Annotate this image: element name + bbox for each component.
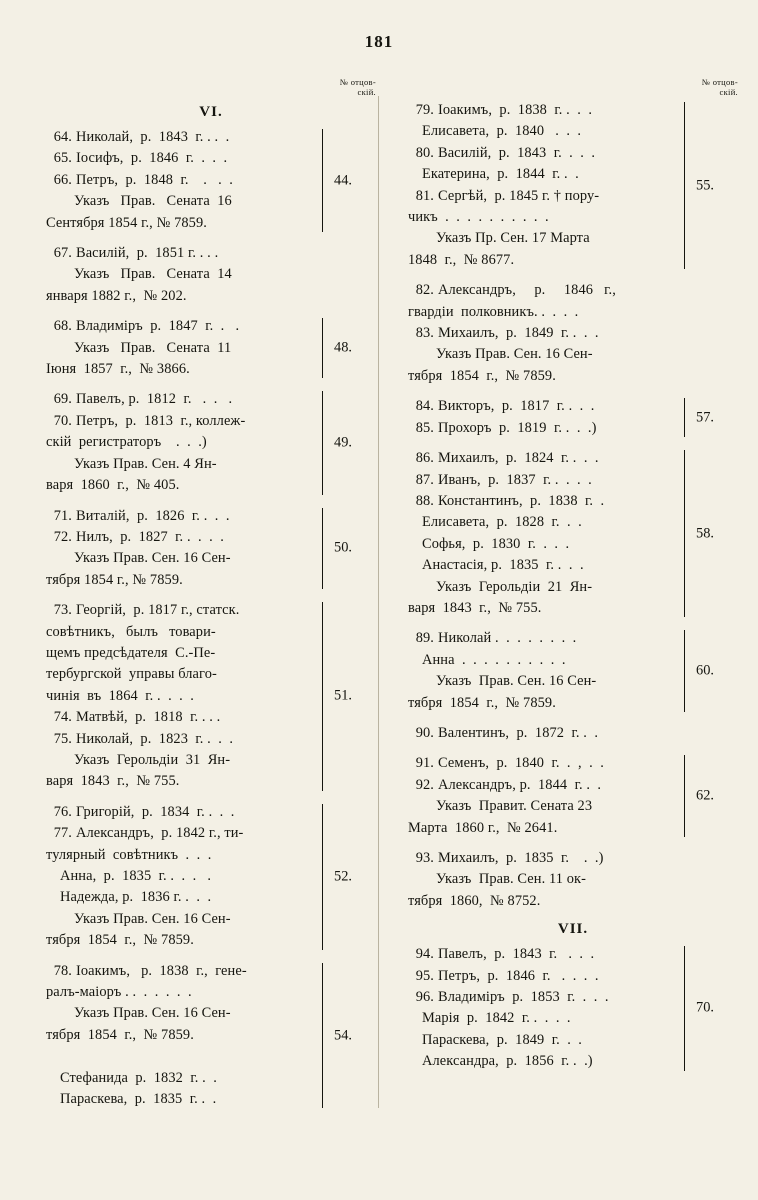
entry-group — [46, 389, 376, 496]
entry-text: щемъ предсѣдателя С.-Пе- — [46, 644, 216, 661]
numbered-entry — [46, 600, 318, 621]
entry-text: Николай . . . . . . . . — [438, 630, 577, 647]
entry-continuation — [46, 338, 318, 359]
entry-continuation — [46, 359, 318, 380]
entry-number: 93. — [415, 850, 434, 866]
entry-continuation — [46, 930, 318, 951]
entry-text: варя 1860 г., № 405. — [46, 477, 180, 494]
entry-text: Елисавета, р. 1840 . . . — [422, 123, 582, 140]
entry-text: тября 1854 г., № 7859. — [408, 367, 556, 384]
numbered-entry — [408, 470, 680, 491]
numbered-entry — [408, 396, 680, 417]
entry-lines — [408, 100, 680, 271]
numbered-entry — [408, 491, 680, 512]
entry-continuation — [408, 250, 680, 271]
brace-line — [684, 755, 692, 837]
entry-text: Анна, р. 1835 г. . . . . — [60, 868, 212, 884]
entry-lines — [46, 389, 318, 496]
numbered-entry — [46, 127, 318, 148]
entry-text: Указъ Герольдіи 31 Ян- — [74, 751, 231, 768]
entry-text: 1848 г., № 8677. — [408, 251, 515, 268]
entry-continuation — [408, 1008, 680, 1029]
entry-number: 83. — [415, 325, 434, 342]
entry-continuation — [408, 1030, 680, 1051]
entry-continuation — [408, 121, 680, 142]
father-reference-number: 54. — [334, 1027, 352, 1044]
group-brace — [684, 944, 738, 1072]
numbered-entry — [408, 723, 680, 744]
entry-continuation — [46, 1068, 318, 1089]
entry-number: 72. — [53, 528, 72, 545]
entry-continuation — [46, 1025, 318, 1046]
entry-text: Сергѣй, р. 1845 г. † пору- — [438, 187, 600, 204]
numbered-entry — [46, 729, 318, 750]
entry-group — [46, 506, 376, 592]
entry-continuation — [408, 302, 680, 323]
entry-text: Михаилъ, р. 1824 г. . . . — [438, 450, 599, 467]
entry-number: 96. — [415, 989, 434, 1006]
entry-group — [46, 802, 376, 952]
entry-number: 78. — [53, 962, 72, 979]
entry-number: 80. — [415, 144, 434, 161]
entry-text: Указъ Пр. Сен. 17 Марта — [436, 230, 590, 247]
entry-text: тербургской управы благо- — [46, 666, 217, 683]
entry-text: Валентинъ, р. 1872 г. . . — [438, 724, 599, 741]
entry-text: Указъ Прав. Сен. 16 Сен- — [436, 673, 597, 690]
numbered-entry — [408, 987, 680, 1008]
entry-text: Нилъ, р. 1827 г. . . . . — [76, 528, 224, 545]
entry-text: Іюня 1857 г., № 3866. — [46, 361, 190, 378]
entry-lines — [46, 802, 318, 952]
entry-text: Викторъ, р. 1817 г. . . . — [438, 398, 595, 415]
entry-text: Анастасія, р. 1835 г. . . . — [422, 557, 584, 574]
entry-continuation — [46, 1046, 318, 1067]
father-reference-number: 44. — [334, 172, 352, 189]
entry-text: января 1882 г., № 202. — [46, 287, 187, 304]
entry-group — [46, 316, 376, 380]
entry-number: 89. — [415, 630, 434, 647]
entry-text: тября 1854 г., № 7859. — [46, 932, 194, 949]
entry-continuation — [46, 866, 318, 887]
entry-group — [408, 628, 738, 714]
entry-text: Елисавета, р. 1828 г. . . — [422, 514, 582, 531]
numbered-entry — [46, 802, 318, 823]
entry-continuation — [46, 887, 318, 908]
entry-lines — [46, 506, 318, 592]
entry-text: чинія въ 1864 г. . . . . — [46, 687, 194, 704]
entry-continuation — [408, 228, 680, 249]
entry-text: Константинъ, р. 1838 г. . — [438, 492, 605, 509]
entry-text: Іоакимъ, р. 1838 г., гене- — [76, 962, 247, 979]
father-reference-number: 49. — [334, 434, 352, 451]
entry-lines — [408, 753, 680, 839]
numbered-entry — [46, 316, 318, 337]
entry-continuation — [46, 454, 318, 475]
entry-text: тября 1854 г., № 7859. — [46, 1026, 194, 1043]
group-brace — [684, 628, 738, 714]
entry-number: 79. — [415, 102, 434, 118]
entry-group — [408, 448, 738, 619]
entry-text: Павелъ, р. 1812 г. . . . — [76, 391, 233, 408]
entry-continuation — [408, 869, 680, 890]
entry-continuation — [408, 1051, 680, 1072]
entry-group — [408, 944, 738, 1072]
entry-number: 87. — [415, 471, 434, 488]
entry-text: Екатерина, р. 1844 г. . . — [422, 166, 579, 183]
entry-text: Виталій, р. 1826 г. . . . — [76, 507, 230, 524]
entry-number: 81. — [415, 187, 434, 204]
entry-lines — [46, 316, 318, 380]
column-header-line-2: скій. — [357, 86, 376, 97]
entry-group — [46, 127, 376, 234]
entry-continuation — [46, 771, 318, 792]
entry-text: Владиміръ р. 1847 г. . . — [76, 318, 240, 335]
entry-number: 91. — [415, 755, 434, 772]
entry-text: совѣтникъ, былъ товари- — [46, 623, 216, 640]
entry-text: Стефанида р. 1832 г. . . — [60, 1069, 217, 1086]
entry-number: 94. — [415, 946, 434, 963]
entry-number: 70. — [53, 412, 72, 429]
group-brace — [322, 961, 376, 1111]
group-brace — [684, 396, 738, 439]
entry-text: гвардіи полковникъ. . . . . — [408, 303, 579, 320]
entry-number: 86. — [415, 450, 434, 467]
entry-continuation — [46, 686, 318, 707]
entry-continuation — [408, 577, 680, 598]
numbered-entry — [46, 961, 318, 982]
entry-text: Матвѣй, р. 1818 г. . . . — [76, 709, 221, 726]
entry-text: Указъ Прав. Сен. 4 Ян- — [74, 455, 217, 472]
numbered-entry — [408, 100, 680, 121]
group-brace — [322, 802, 376, 952]
left-entry-list — [46, 127, 376, 1110]
group-brace — [322, 506, 376, 592]
page-number: 181 — [364, 32, 394, 51]
entry-text: Владиміръ р. 1853 г. . . . — [438, 989, 609, 1006]
left-column-header — [46, 78, 376, 100]
entry-text: Указъ Правит. Сената 23 — [436, 798, 593, 815]
numbered-entry — [46, 527, 318, 548]
brace-line — [322, 391, 330, 494]
entry-continuation — [46, 1089, 318, 1110]
entry-lines — [408, 396, 680, 439]
numbered-entry — [408, 280, 680, 301]
group-brace — [684, 448, 738, 619]
numbered-entry — [46, 243, 318, 264]
brace-line — [322, 602, 330, 791]
brace-line — [322, 129, 330, 232]
father-reference-number: 50. — [334, 539, 352, 556]
entry-continuation — [408, 693, 680, 714]
right-entry-list — [408, 100, 738, 1073]
entry-text: Петръ, р. 1846 г. . . . . — [438, 967, 599, 984]
entry-lines — [46, 600, 318, 793]
numbered-entry — [408, 848, 680, 869]
group-brace — [684, 100, 738, 271]
numbered-entry — [408, 628, 680, 649]
numbered-entry — [408, 186, 680, 207]
group-brace — [322, 389, 376, 496]
entry-text: Василій, р. 1851 г. . . . — [76, 245, 219, 262]
entry-text: Іосифъ, р. 1846 г. . . . — [76, 150, 228, 167]
entry-continuation — [408, 818, 680, 839]
entry-text: Указъ Прав. Сен. 11 ок- — [436, 871, 587, 888]
entry-number: 92. — [415, 776, 434, 793]
entry-text: тября 1860, № 8752. — [408, 892, 541, 909]
entry-continuation — [408, 366, 680, 387]
entry-text: Павелъ, р. 1843 г. . . . — [438, 946, 595, 963]
brace-line — [684, 102, 692, 269]
entry-number: 90. — [415, 724, 434, 741]
entry-group — [408, 100, 738, 271]
entry-text: варя 1843 г., № 755. — [46, 773, 180, 790]
entry-continuation — [408, 534, 680, 555]
entry-continuation — [46, 1003, 318, 1024]
numbered-entry — [408, 753, 680, 774]
entry-continuation — [46, 622, 318, 643]
entry-continuation — [408, 207, 680, 228]
numbered-entry — [408, 143, 680, 164]
entry-text: Георгій, р. 1817 г., статск. — [76, 602, 240, 619]
entry-number: 66. — [53, 171, 72, 188]
entry-number: 73. — [53, 602, 72, 619]
entry-text: Параскева, р. 1849 г. . . — [422, 1031, 582, 1048]
father-reference-number: 52. — [334, 868, 352, 885]
entry-continuation — [46, 432, 318, 453]
entry-group — [46, 243, 376, 307]
entry-text: Софья, р. 1830 г. . . . — [422, 535, 570, 552]
entry-text: чикъ . . . . . . . . . . — [408, 209, 549, 226]
group-brace — [322, 127, 376, 234]
entry-text: Василій, р. 1843 г. . . . — [438, 144, 596, 161]
entry-text: ралъ-маіоръ . . . . . . . — [46, 984, 192, 1001]
numbered-entry — [46, 148, 318, 169]
entry-continuation — [46, 750, 318, 771]
entry-continuation — [46, 264, 318, 285]
entry-group — [46, 961, 376, 1111]
entry-text: Указъ Прав. Сената 14 — [74, 266, 232, 283]
entry-lines — [46, 243, 318, 307]
entry-group — [408, 280, 738, 387]
entry-continuation — [408, 344, 680, 365]
brace-line — [322, 963, 330, 1109]
entry-continuation — [46, 286, 318, 307]
column-divider — [378, 96, 379, 1108]
group-brace — [322, 316, 376, 380]
column-header-line-1: № отцов- — [339, 77, 376, 87]
numbered-entry — [408, 944, 680, 965]
entry-text: Александръ, р. 1842 г., ти- — [76, 825, 244, 842]
entry-number: 82. — [415, 282, 434, 299]
father-reference-number: 51. — [334, 687, 352, 704]
entry-text: Александръ, р. 1844 г. . . — [438, 776, 602, 793]
entry-continuation — [408, 650, 680, 671]
entry-continuation — [408, 891, 680, 912]
entry-text: Иванъ, р. 1837 г. . . . . — [438, 471, 592, 488]
entry-continuation — [46, 548, 318, 569]
entry-text: тября 1854 г., № 7859. — [46, 571, 183, 588]
entry-text: Марія р. 1842 г. . . . . — [422, 1010, 571, 1027]
entry-lines — [408, 848, 680, 912]
brace-line — [684, 946, 692, 1070]
entry-continuation — [46, 643, 318, 664]
entry-text: варя 1843 г., № 755. — [408, 599, 542, 616]
section-title-right: VII. — [557, 921, 589, 938]
right-column-header — [408, 78, 738, 100]
entry-number: 64. — [53, 129, 72, 145]
entry-number: 74. — [53, 709, 72, 726]
entry-text: Указъ Прав. Сен. 16 Сен- — [74, 550, 231, 567]
entry-number: 76. — [53, 803, 72, 820]
brace-line — [684, 630, 692, 712]
entry-text: Прохоръ р. 1819 г. . . .) — [438, 419, 597, 436]
numbered-entry — [46, 823, 318, 844]
entry-text: Надежда, р. 1836 г. . . . — [60, 889, 212, 906]
left-column — [46, 78, 376, 1119]
entry-number: 65. — [53, 150, 72, 167]
numbered-entry — [408, 323, 680, 344]
entry-lines — [408, 628, 680, 714]
entry-group — [408, 396, 738, 439]
father-reference-number: 57. — [696, 409, 714, 426]
brace-line — [684, 398, 692, 437]
entry-text: Указъ Прав. Сен. 16 Сен- — [74, 1005, 231, 1022]
entry-number: 95. — [415, 967, 434, 984]
entry-text: Николай, р. 1823 г. . . . — [76, 730, 234, 747]
entry-text: тября 1854 г., № 7859. — [408, 694, 556, 711]
entry-number: 71. — [53, 507, 72, 524]
entry-number: 88. — [415, 492, 434, 509]
entry-lines — [408, 280, 680, 387]
entry-continuation — [46, 213, 318, 234]
group-brace — [684, 753, 738, 839]
entry-continuation — [408, 598, 680, 619]
entry-number: 68. — [53, 318, 72, 335]
entry-text: Указъ Прав. Сен. 16 Сен- — [436, 346, 593, 363]
entry-text: Семенъ, р. 1840 г. . , . . — [438, 755, 604, 772]
entry-continuation — [408, 555, 680, 576]
entry-text: Григорій, р. 1834 г. . . . — [76, 803, 235, 820]
entry-lines — [408, 944, 680, 1072]
entry-text: тулярный совѣтникъ . . . — [46, 846, 212, 863]
entry-number: 75. — [53, 730, 72, 747]
entry-text: Александръ, р. 1846 г., — [438, 282, 616, 299]
brace-line — [322, 804, 330, 950]
entry-text: Параскева, р. 1835 г. . . — [60, 1091, 217, 1108]
numbered-entry — [46, 170, 318, 191]
entry-text: Марта 1860 г., № 2641. — [408, 819, 558, 836]
entry-lines — [46, 961, 318, 1111]
entry-text: Михаилъ, р. 1835 г. . .) — [438, 850, 604, 866]
numbered-entry — [408, 418, 680, 439]
entry-text: скій регистраторъ . . .) — [46, 434, 207, 451]
brace-line — [322, 318, 330, 378]
numbered-entry — [408, 448, 680, 469]
entry-number: 85. — [415, 419, 434, 436]
entry-continuation — [46, 475, 318, 496]
entry-text: Сентября 1854 г., № 7859. — [46, 214, 207, 231]
entry-continuation — [408, 512, 680, 533]
father-reference-number: 48. — [334, 339, 352, 356]
group-brace — [322, 600, 376, 793]
entry-continuation — [46, 982, 318, 1003]
right-column — [408, 78, 738, 1082]
entry-continuation — [408, 796, 680, 817]
entry-text: Михаилъ, р. 1849 г. . . . — [438, 325, 599, 342]
entry-text: Николай, р. 1843 г. . . . — [76, 129, 230, 145]
entry-continuation — [46, 664, 318, 685]
entry-continuation — [46, 570, 318, 591]
entry-text: Анна . . . . . . . . . . — [422, 651, 566, 668]
entry-text — [46, 1048, 50, 1064]
brace-line — [684, 450, 692, 617]
column-header-line-1: № отцов- — [701, 77, 738, 87]
father-reference-number: 62. — [696, 787, 714, 804]
father-reference-number: 60. — [696, 662, 714, 679]
numbered-entry — [46, 389, 318, 410]
entry-lines — [46, 127, 318, 234]
numbered-entry — [408, 966, 680, 987]
entry-continuation — [46, 909, 318, 930]
numbered-entry — [408, 775, 680, 796]
entry-lines — [408, 723, 680, 744]
section-title-left: VI. — [199, 104, 223, 120]
entry-text: Указъ Прав. Сен. 16 Сен- — [74, 910, 231, 927]
numbered-entry — [46, 506, 318, 527]
entry-group — [408, 723, 738, 744]
entry-text: Петръ, р. 1813 г., коллеж- — [76, 412, 246, 429]
father-reference-number: 55. — [696, 177, 714, 194]
entry-text: Іоакимъ, р. 1838 г. . . . — [438, 102, 593, 118]
entry-continuation — [408, 671, 680, 692]
entry-text: Указъ Прав. Сената 16 — [74, 193, 232, 210]
column-header-line-2: скій. — [719, 86, 738, 97]
entry-group — [408, 753, 738, 839]
entry-text: Указъ Прав. Сената 11 — [74, 339, 232, 356]
entry-group — [46, 600, 376, 793]
entry-lines — [408, 448, 680, 619]
entry-group — [408, 848, 738, 912]
father-reference-number: 70. — [696, 999, 714, 1016]
entry-continuation — [46, 845, 318, 866]
numbered-entry — [46, 707, 318, 728]
entry-number: 69. — [53, 391, 72, 408]
entry-text: Петръ, р. 1848 г. . . . — [76, 171, 233, 188]
entry-number: 77. — [53, 825, 72, 842]
entry-text: Александра, р. 1856 г. . .) — [422, 1053, 593, 1070]
entry-continuation — [46, 191, 318, 212]
entry-text: Указъ Герольдіи 21 Ян- — [436, 578, 593, 595]
entry-number: 84. — [415, 398, 434, 415]
brace-line — [322, 508, 330, 590]
father-reference-number: 58. — [696, 525, 714, 542]
entry-continuation — [408, 164, 680, 185]
entry-number: 67. — [53, 245, 72, 262]
numbered-entry — [46, 411, 318, 432]
